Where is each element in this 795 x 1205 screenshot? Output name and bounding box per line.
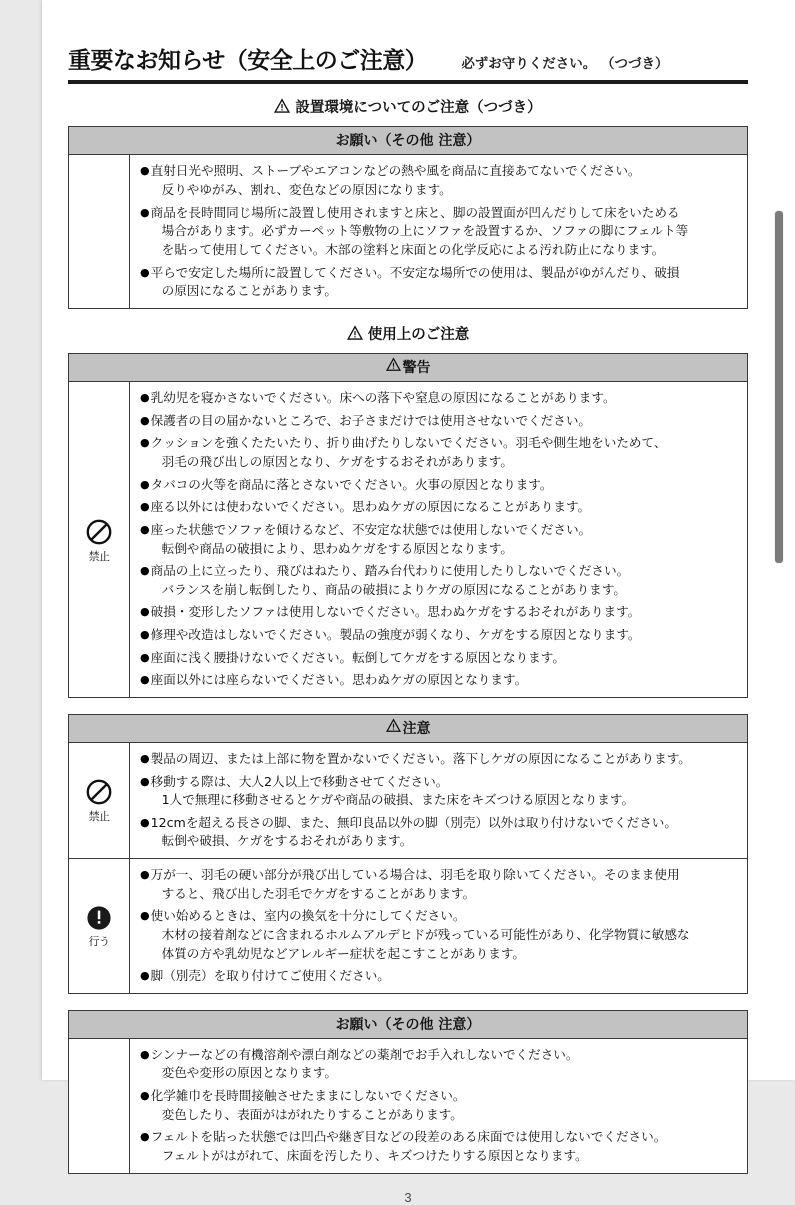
- notice-item-line: フェルトを貼った状態では凹凸や継ぎ目などの段差のある床面では使用しないでください。: [150, 1129, 667, 1145]
- filled-circle-bullet-icon: ●: [140, 500, 150, 514]
- mandatory-exclamation-icon-glyph: [86, 905, 112, 935]
- notice-item-line: 破損・変形したソファは使用しないでください。思わぬケガをするおそれがあります。: [150, 604, 641, 620]
- filled-circle-bullet-icon: ●: [140, 1130, 150, 1144]
- warning-triangle-icon: [347, 325, 363, 346]
- notice-box: [68, 714, 748, 994]
- scrollbar-thumb[interactable]: [774, 210, 784, 564]
- notice-item-text: [151, 389, 739, 408]
- notice-item-text: [151, 162, 739, 199]
- notice-item-line: 修理や改造はしないでください。製品の強度が弱くなり、ケガをする原因となります。: [150, 627, 641, 643]
- notice-item-line: 反りやゆがみ、割れ、変色などの原因になります。: [161, 182, 452, 198]
- warning-triangle-icon: [386, 360, 401, 376]
- section-heading: [68, 98, 748, 119]
- notice-item-text: [151, 649, 739, 668]
- filled-circle-bullet-icon: ●: [140, 413, 150, 427]
- notice-item: [140, 434, 739, 471]
- notice-item-line: 座る以外には使わないでください。思わぬケガの原因になることがあります。: [150, 499, 591, 515]
- section-heading-label: 設置環境についてのご注意（つづき）: [295, 100, 542, 116]
- notice-item: [140, 907, 739, 963]
- filled-circle-bullet-icon: ●: [140, 522, 150, 536]
- notice-item: [140, 1046, 739, 1083]
- filled-circle-bullet-icon: ●: [140, 391, 150, 405]
- notice-item-line: 座面以外には座らないでください。思わぬケガの原因となります。: [150, 672, 528, 688]
- notice-items: [130, 1039, 747, 1173]
- filled-circle-bullet-icon: ●: [140, 265, 150, 279]
- filled-circle-bullet-icon: ●: [140, 673, 150, 687]
- filled-circle-bullet-icon: ●: [140, 164, 150, 178]
- notice-item-text: [151, 866, 739, 903]
- document-page: [42, 0, 795, 1205]
- notice-item-line: の原因になることがあります。: [161, 283, 337, 299]
- mandatory-exclamation-icon: [69, 859, 130, 993]
- notice-item-text: [151, 626, 739, 645]
- notice-item-text: [151, 1046, 739, 1083]
- notice-item-line: 商品の上に立ったり、飛びはねたり、踏み台代わりに使用したりしないでください。: [150, 563, 630, 579]
- notice-item-line: 場合があります。必ずカーペット等敷物の上にソファを設置するか、ソファの脚にフェルト等: [161, 223, 689, 239]
- notice-row: [69, 1039, 747, 1173]
- notice-item-line: すると、飛び出した羽毛でケガをすることがあります。: [161, 885, 476, 901]
- notice-item-line: 1人で無理に移動させるとケガや商品の破損、また床をキズつける原因となります。: [161, 792, 635, 808]
- notice-item-text: [151, 476, 739, 495]
- notice-item-line: 転倒や破損、ケガをするおそれがあります。: [161, 833, 413, 849]
- notice-item: [140, 521, 739, 558]
- notice-item-line: 座面に浅く腰掛けないでください。転倒してケガをする原因となります。: [150, 649, 565, 665]
- notice-item-text: [151, 264, 739, 301]
- notice-item: [140, 389, 739, 408]
- notice-box: [68, 353, 748, 698]
- page-content: [68, 0, 748, 1205]
- notice-box: [68, 126, 748, 308]
- notice-item-line: フェルトがはがれて、床面を汚したり、キズつけたりする原因となります。: [161, 1147, 588, 1163]
- notice-item-line: 木材の接着剤などに含まれるホルムアルデヒドが残っている可能性があり、化学物質に敏感な: [161, 926, 690, 942]
- notice-row: [69, 382, 747, 697]
- notice-item-text: [151, 907, 739, 963]
- icon-caption: 禁止: [88, 810, 110, 824]
- notice-item: [140, 498, 739, 517]
- warning-triangle-icon: [386, 721, 401, 737]
- notice-item-line: タバコの火等を商品に落とさないでください。火事の原因となります。: [150, 476, 553, 492]
- prohibition-circle-icon: [69, 743, 130, 858]
- page-title: 重要なお知らせ（安全上のご注意）: [68, 48, 428, 74]
- notice-item-text: [151, 967, 739, 986]
- filled-circle-bullet-icon: ●: [140, 436, 150, 450]
- notice-row: [69, 155, 747, 307]
- notice-item: [140, 1128, 739, 1165]
- notice-item-line: シンナーなどの有機溶剤や漂白剤などの薬剤でお手入れしないでください。: [150, 1046, 579, 1062]
- notice-item: [140, 603, 739, 622]
- notice-item: [140, 626, 739, 645]
- empty-icon-cell: [69, 1039, 130, 1173]
- section-heading: [68, 325, 748, 346]
- notice-item-line: 平らで安定した場所に設置してください。不安定な場所での使用は、製品がゆがんだり、破損: [150, 264, 680, 280]
- filled-circle-bullet-icon: ●: [140, 774, 150, 788]
- notice-item: [140, 649, 739, 668]
- notice-item-line: 直射日光や照明、ストーブやエアコンなどの熱や風を商品に直接あてないでください。: [150, 163, 641, 179]
- notice-item: [140, 562, 739, 599]
- notice-item: [140, 773, 739, 810]
- notice-item-text: [151, 204, 739, 260]
- document-header: [68, 0, 748, 75]
- notice-items: [130, 382, 747, 697]
- notice-box-header-label: お願い（その他 注意）: [335, 1016, 481, 1033]
- notice-item: [140, 162, 739, 199]
- notice-item-line: 使い始めるときは、室内の換気を十分にしてください。: [150, 908, 466, 924]
- notice-box: [68, 1010, 748, 1174]
- filled-circle-bullet-icon: ●: [140, 564, 150, 578]
- notice-item: [140, 1087, 739, 1124]
- notice-item-line: 体質の方や乳幼児などアレルギー症状を起こすことがあります。: [161, 945, 526, 961]
- notice-box-header: [69, 127, 747, 155]
- filled-circle-bullet-icon: ●: [140, 751, 150, 765]
- notice-items: [130, 743, 747, 858]
- notice-item-line: 変色や変形の原因となります。: [161, 1065, 337, 1081]
- filled-circle-bullet-icon: ●: [140, 205, 150, 219]
- icon-caption: 禁止: [88, 549, 110, 563]
- title-divider: [68, 80, 748, 84]
- notice-row: [69, 743, 747, 859]
- page-subtitle: 必ずお守りください。 （つづき）: [461, 56, 669, 72]
- notice-item-text: [151, 814, 739, 851]
- filled-circle-bullet-icon: ●: [140, 909, 150, 923]
- notice-item-text: [151, 562, 739, 599]
- notice-item-line: 製品の周辺、または上部に物を置かないでください。落下しケガの原因になることがあります。: [150, 750, 691, 766]
- notice-item-line: クッションを強くたたいたり、折り曲げたりしないでください。羽毛や側生地をいためて、: [150, 435, 667, 451]
- notice-item: [140, 476, 739, 495]
- notice-item-text: [151, 750, 739, 769]
- filled-circle-bullet-icon: ●: [140, 868, 150, 882]
- notice-item-text: [151, 603, 739, 622]
- notice-item-line: 乳幼児を寝かさないでください。床への落下や窒息の原因になることがあります。: [150, 390, 616, 406]
- notice-item: [140, 814, 739, 851]
- notice-box-header: [69, 1011, 747, 1039]
- notice-item: [140, 750, 739, 769]
- filled-circle-bullet-icon: ●: [140, 650, 150, 664]
- prohibition-circle-icon-glyph: [85, 778, 113, 810]
- notice-item-line: 羽毛の飛び出しの原因となり、ケガをするおそれがあります。: [161, 454, 513, 470]
- filled-circle-bullet-icon: ●: [140, 969, 150, 983]
- notice-item-text: [151, 1087, 739, 1124]
- empty-icon-cell: [69, 155, 130, 307]
- icon-caption: 行う: [88, 934, 110, 948]
- filled-circle-bullet-icon: ●: [140, 815, 150, 829]
- notice-item-line: 変色したり、表面がはがれたりすることがあります。: [161, 1106, 463, 1122]
- notice-item: [140, 967, 739, 986]
- notice-item-text: [151, 498, 739, 517]
- notice-item: [140, 866, 739, 903]
- notice-item: [140, 204, 739, 260]
- notice-item-text: [151, 412, 739, 431]
- prohibition-circle-icon-glyph: [85, 518, 113, 550]
- notice-item-text: [151, 434, 739, 471]
- notice-row: [69, 859, 747, 993]
- scrollbar-track[interactable]: [776, 0, 790, 1080]
- notice-item-line: 転倒や商品の破損により、思わぬケガをする原因となります。: [161, 540, 513, 556]
- sections-container: [68, 98, 748, 1174]
- prohibition-circle-icon: [69, 382, 130, 697]
- notice-item: [140, 264, 739, 301]
- notice-item-line: 商品を長時間同じ場所に設置し使用されますと床と、脚の設置面が凹んだりして床をいためる: [150, 204, 680, 220]
- notice-item-line: 保護者の目の届かないところで、お子さまだけでは使用させないでください。: [150, 412, 592, 428]
- notice-item-line: 座った状態でソファを傾けるなど、不安定な状態では使用しないでください。: [150, 521, 592, 537]
- notice-box-header-label: お願い（その他 注意）: [335, 133, 481, 150]
- notice-item-line: 万が一、羽毛の硬い部分が飛び出している場合は、羽毛を取り除いてください。そのまま使用: [150, 867, 680, 883]
- notice-box-header: [69, 354, 747, 382]
- notice-item-line: バランスを崩し転倒したり、商品の破損によりケガの原因になることがあります。: [161, 581, 626, 597]
- filled-circle-bullet-icon: ●: [140, 1089, 150, 1103]
- filled-circle-bullet-icon: ●: [140, 1047, 150, 1061]
- notice-item: [140, 412, 739, 431]
- notice-item-text: [151, 1128, 739, 1165]
- notice-items: [130, 859, 747, 993]
- notice-item-text: [151, 521, 739, 558]
- notice-item-line: 12cmを超える長さの脚、また、無印良品以外の脚（別売）以外は取り付けないでください。: [150, 814, 677, 830]
- filled-circle-bullet-icon: ●: [140, 628, 150, 642]
- filled-circle-bullet-icon: ●: [140, 477, 150, 491]
- page-number: 3: [404, 1189, 412, 1205]
- notice-item-text: [151, 671, 739, 690]
- notice-item-line: 脚（別売）を取り付けてご使用ください。: [150, 968, 390, 984]
- notice-item-text: [151, 773, 739, 810]
- notice-item-line: を貼って使用してください。木部の塗料と床面との化学反応による汚れ防止になります。: [161, 241, 665, 257]
- notice-box-header-label: 警告: [402, 360, 431, 377]
- warning-triangle-icon: [274, 98, 290, 119]
- notice-items: [130, 155, 747, 307]
- notice-item: [140, 671, 739, 690]
- filled-circle-bullet-icon: ●: [140, 605, 150, 619]
- notice-box-header-label: 注意: [402, 720, 431, 737]
- notice-item-line: 化学雑巾を長時間接触させたままにしないでください。: [150, 1088, 466, 1104]
- notice-box-header: [69, 715, 747, 743]
- section-heading-label: 使用上のご注意: [367, 326, 470, 343]
- notice-item-line: 移動する際は、大人2人以上で移動させてください。: [150, 773, 449, 789]
